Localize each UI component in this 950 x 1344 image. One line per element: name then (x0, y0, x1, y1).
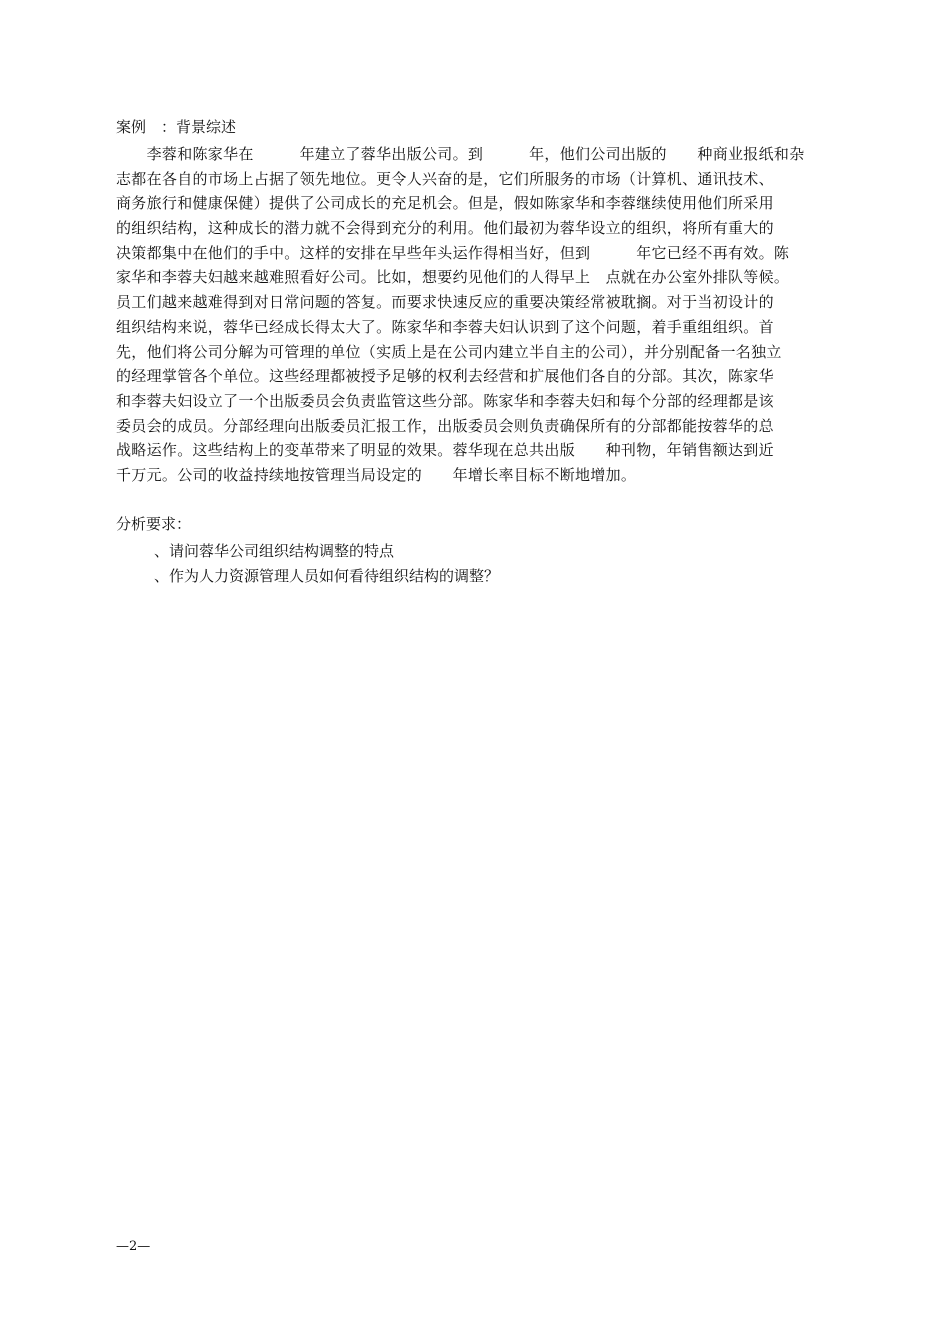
case-body-line: 先，他们将公司分解为可管理的单位（实质上是在公司内建立半自主的公司），并分别配备一名独立 (116, 342, 782, 361)
case-body-line: 组织结构来说，蓉华已经成长得太大了。陈家华和李蓉夫妇认识到了这个问题，着手重组组织。首 (116, 317, 774, 336)
case-body-line: 的组织结构，这种成长的潜力就不会得到充分的利用。他们最初为蓉华设立的组织，将所有重大的 (116, 219, 774, 238)
case-body-line: 员工们越来越难得到对日常问题的答复。而要求快速反应的重要决策经常被耽搁。对于当初设计的 (116, 293, 774, 312)
question-item: 、请问蓉华公司组织结构调整的特点 (154, 542, 395, 560)
case-body (116, 142, 846, 488)
case-body-line: 千万元。公司的收益持续地按管理当局设定的 年增长率目标不断地增加。 (116, 465, 637, 484)
case-body-line: 商务旅行和健康保健）提供了公司成长的充足机会。但是，假如陈家华和李蓉继续使用他们所采用 (116, 194, 774, 213)
case-body-line: 志都在各自的市场上占据了领先地位。更令人兴奋的是，它们所服务的市场（计算机、通讯技术、 (116, 169, 774, 188)
case-body-line: 决策都集中在他们的手中。这样的安排在早些年头运作得相当好，但到 年它已经不再有效。陈 (116, 243, 790, 262)
case-title: 案例 ：背景综述 (116, 118, 237, 136)
question-item: 、作为人力资源管理人员如何看待组织结构的调整？ (154, 566, 500, 585)
case-body-line: 委员会的成员。分部经理向出版委员汇报工作，出版委员会则负责确保所有的分部都能按蓉华的总 (116, 416, 774, 435)
case-body-line: 的经理掌管各个单位。这些经理都被授予足够的权利去经营和扩展他们各自的分部。其次，陈家华 (116, 367, 774, 386)
question-list (154, 539, 499, 588)
page-number: —2— (116, 1239, 151, 1254)
case-body-line: 战略运作。这些结构上的变革带来了明显的效果。蓉华现在总共出版 种刊物，年销售额达到近 (116, 441, 774, 460)
case-body-line: 和李蓉夫妇设立了一个出版委员会负责监管这些分部。陈家华和李蓉夫妇和每个分部的经理都是该 (116, 391, 774, 410)
case-body-line: 家华和李蓉夫妇越来越难照看好公司。比如，想要约见他们的人得早上 点就在办公室外排队等候。 (116, 268, 790, 287)
analysis-title: 分析要求： (116, 515, 192, 533)
case-body-line: 李蓉和陈家华在 年建立了蓉华出版公司。到 年，他们公司出版的 种商业报纸和杂 (116, 145, 805, 163)
